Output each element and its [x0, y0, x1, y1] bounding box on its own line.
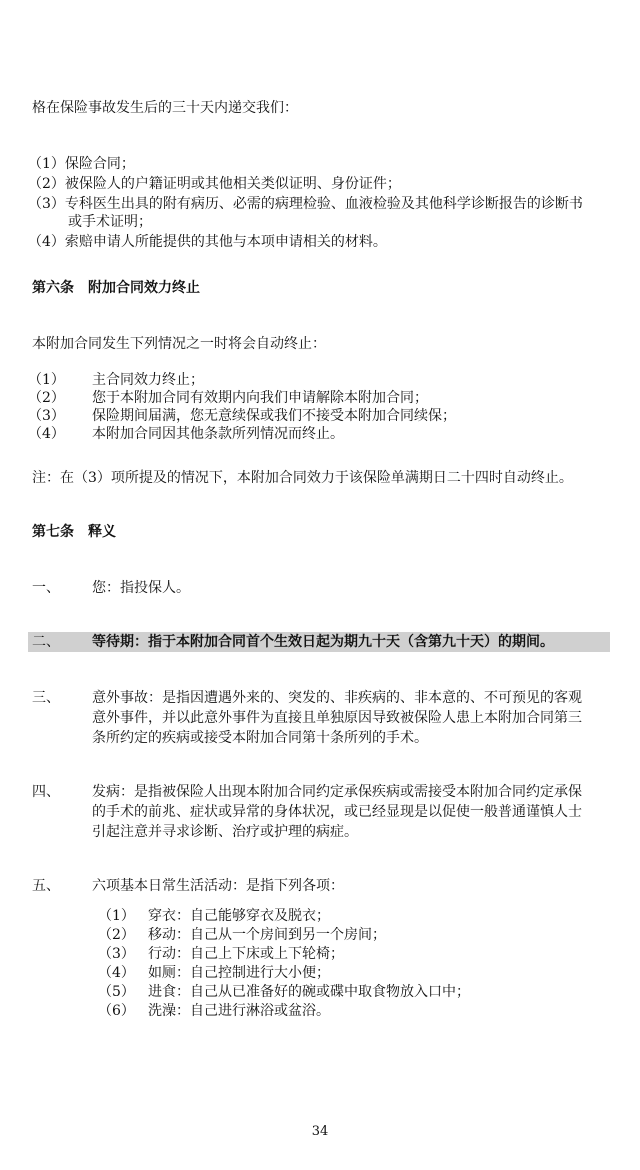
article-7-title: 第七条 释义 [32, 524, 116, 540]
definition-3-line-2: 意外事件，并以此意外事件为直接且单独原因导致被保险人患上本附加合同第三 [92, 710, 582, 726]
article-6-item-2-num: （2） [28, 390, 65, 406]
definition-4-line-3: 引起注意并寻求诊断、治疗或护理的病症。 [92, 824, 358, 840]
intro-text: 格在保险事故发生后的三十天内递交我们： [32, 100, 298, 116]
definition-3-line-3: 条所约定的疾病或接受本附加合同第十条所列的手术。 [92, 730, 428, 746]
adl-item-4: 如厕：自己控制进行大小便； [148, 965, 330, 981]
page-number: 34 [311, 1124, 329, 1139]
article-6-item-3-num: （3） [28, 408, 65, 424]
adl-item-1-num: （1） [98, 908, 135, 924]
article-6-title: 第六条 附加合同效力终止 [32, 280, 200, 296]
article-6-item-3: 保险期间届满，您无意续保或我们不接受本附加合同续保； [92, 408, 456, 424]
adl-item-3: 行动：自己上下床或上下轮椅； [148, 946, 344, 962]
article-6-item-4-num: （4） [28, 426, 65, 442]
definition-1-num: 一、 [32, 580, 60, 596]
definition-3-num: 三、 [32, 690, 60, 706]
definition-5: 六项基本日常生活活动：是指下列各项： [92, 878, 344, 894]
adl-item-5: 进食：自己从已准备好的碗或碟中取食物放入口中； [148, 984, 470, 1000]
article-6-item-1-num: （1） [28, 372, 65, 388]
doc-item-3-cont: 或手术证明； [68, 214, 152, 230]
adl-item-2-num: （2） [98, 927, 135, 943]
doc-item-2: （2）被保险人的户籍证明或其他相关类似证明、身份证件； [28, 176, 401, 192]
article-6-intro: 本附加合同发生下列情况之一时将会自动终止： [32, 336, 326, 352]
adl-item-2: 移动：自己从一个房间到另一个房间； [148, 927, 386, 943]
definition-2: 等待期：指于本附加合同首个生效日起为期九十天（含第九十天）的期间。 [92, 634, 554, 650]
doc-item-4: （4）索赔申请人所能提供的其他与本项申请相关的材料。 [28, 234, 387, 250]
adl-item-3-num: （3） [98, 946, 135, 962]
adl-item-5-num: （5） [98, 984, 135, 1000]
definition-5-num: 五、 [32, 878, 60, 894]
definition-4-line-1: 发病：是指被保险人出现本附加合同约定承保疾病或需接受本附加合同约定承保 [92, 784, 582, 800]
definition-4-num: 四、 [32, 784, 60, 800]
article-6-item-2: 您于本附加合同有效期内向我们申请解除本附加合同； [92, 390, 428, 406]
adl-item-4-num: （4） [98, 965, 135, 981]
doc-item-1: （1）保险合同； [28, 156, 135, 172]
article-6-item-4: 本附加合同因其他条款所列情况而终止。 [92, 426, 344, 442]
definition-1: 您：指投保人。 [92, 580, 190, 596]
definition-4-line-2: 的手术的前兆、症状或异常的身体状况，或已经显现是以促使一般普通谨慎人士 [92, 804, 582, 820]
adl-item-6-num: （6） [98, 1003, 135, 1019]
adl-item-1: 穿衣：自己能够穿衣及脱衣； [148, 908, 330, 924]
definition-2-num: 二、 [32, 634, 60, 650]
adl-item-6: 洗澡：自己进行淋浴或盆浴。 [148, 1003, 330, 1019]
doc-item-3: （3）专科医生出具的附有病历、必需的病理检验、血液检验及其他科学诊断报告的诊断书 [28, 196, 583, 212]
definition-3-line-1: 意外事故：是指因遭遇外来的、突发的、非疾病的、非本意的、不可预见的客观 [92, 690, 582, 706]
article-6-item-1: 主合同效力终止； [92, 372, 204, 388]
article-6-note: 注：在（3）项所提及的情况下，本附加合同效力于该保险单满期日二十四时自动终止。 [32, 470, 573, 486]
